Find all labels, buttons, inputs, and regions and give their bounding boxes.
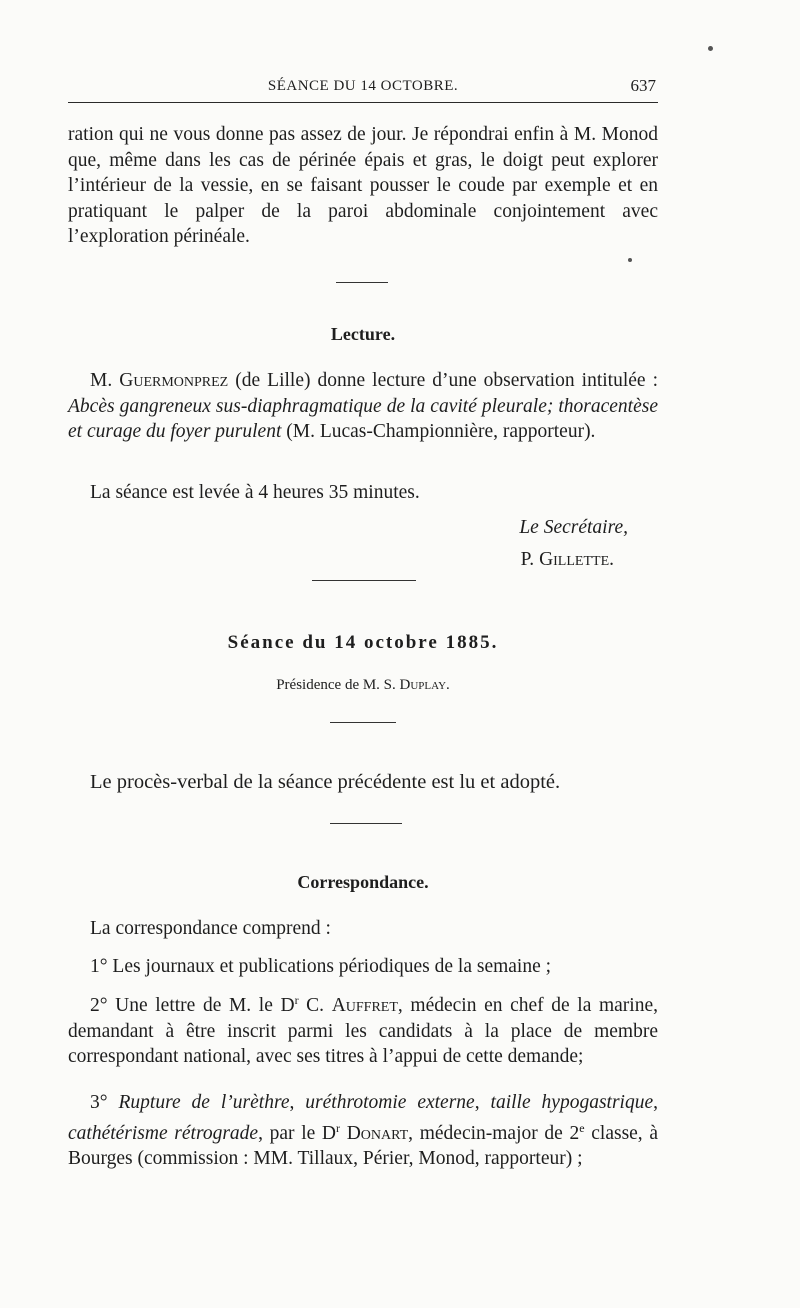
- president-name: Duplay.: [399, 677, 450, 693]
- item2-text-b: C.: [298, 995, 332, 1016]
- signature-role: Le Secrétaire,: [519, 517, 628, 538]
- running-head: SÉANCE DU 14 OCTOBRE.: [267, 78, 459, 94]
- item3-text-h: classe, à Bourges (commission : MM. Tillaux, Périer, Monod, rapporteur) ;: [68, 1122, 659, 1169]
- lecture-text-start: M.: [90, 370, 120, 391]
- item3-sep-2: ,: [474, 1092, 491, 1113]
- correspondance-intro: La correspondance comprend :: [90, 918, 331, 939]
- section-divider: [330, 722, 396, 723]
- presidency-line: [68, 677, 658, 694]
- item3-superscript-2: e: [579, 1120, 585, 1135]
- correspondance-item-2: [68, 988, 658, 1070]
- signature-surname: Gillette.: [539, 549, 614, 570]
- item3-italic-2: uréthrotomie externe: [305, 1092, 475, 1113]
- lecture-heading: Lecture.: [330, 324, 396, 344]
- author-name: Guermonprez: [119, 370, 229, 391]
- continuation-text: ration qui ne vous donne pas assez de jour. Je répondrai enfin à M. Monod que, même dans les cas de périnée épais et gras, le doigt peut explorer l’intérieur de la vessie, en se faisant pousser le coude par exemple et en pratiquant le palper de la paroi abdominale conjointement avec l’exploration périnéale.: [68, 124, 658, 247]
- signature-initial: P.: [520, 549, 540, 570]
- item3-space: [340, 1123, 347, 1144]
- item2-name: Auffret: [331, 995, 398, 1016]
- item3-number: 3°: [90, 1092, 119, 1113]
- item3-text-e: , par le D: [258, 1122, 337, 1144]
- item3-italic-1: Rupture de l’urèthre: [118, 1092, 290, 1113]
- item2-text-c: , médecin en chef de la marine, demandant à être inscrit parmi les candidats à la place de membre correspondant national, avec ses titres à l’appui de cette demande;: [68, 995, 658, 1067]
- ink-speck: [708, 46, 713, 51]
- ink-speck: [628, 258, 632, 262]
- correspondance-item-1: 1° Les journaux et publications périodiques de la semaine ;: [90, 956, 552, 977]
- section-divider: [336, 282, 388, 283]
- item3-name: Donart: [346, 1122, 409, 1144]
- item3-italic-4: cathétérisme rétrograde: [68, 1122, 259, 1144]
- lecture-text-end: (M. Lucas-Championnière, rapporteur).: [281, 421, 596, 442]
- lecture-paragraph: [68, 368, 658, 445]
- lecture-text-mid: (de Lille) donne lecture d’une observation intitulée :: [228, 370, 659, 391]
- page-number: 637: [630, 76, 656, 95]
- item2-superscript: r: [294, 993, 299, 1007]
- correspondance-item-3: [68, 1090, 658, 1172]
- item3-superscript: r: [336, 1120, 341, 1135]
- item3-sep-1: ,: [289, 1092, 306, 1113]
- page-header: [68, 74, 658, 103]
- signature-name: [68, 549, 614, 571]
- presidency-prefix: Présidence de M. S.: [276, 677, 400, 693]
- session-title: Séance du 14 octobre 1885.: [227, 632, 499, 653]
- item3-sep-3: ,: [653, 1092, 658, 1113]
- observation-title: Abcès gangreneux sus-diaphragmatique de la cavité pleurale; thoracentèse et curage du foyer purulent: [68, 395, 658, 442]
- closing-line: La séance est levée à 4 heures 35 minutes.: [90, 482, 420, 503]
- continuation-paragraph: [68, 122, 658, 250]
- item3-text-g: , médecin-major de 2: [408, 1122, 580, 1144]
- item3-italic-3: taille hypogastrique: [490, 1092, 654, 1113]
- item2-text-a: 2° Une lettre de M. le D: [90, 995, 295, 1016]
- section-divider-double: [312, 580, 416, 581]
- section-divider: [330, 823, 402, 824]
- correspondance-heading: Correspondance.: [297, 872, 429, 892]
- minutes-line: Le procès-verbal de la séance précédente est lu et adopté.: [90, 771, 561, 793]
